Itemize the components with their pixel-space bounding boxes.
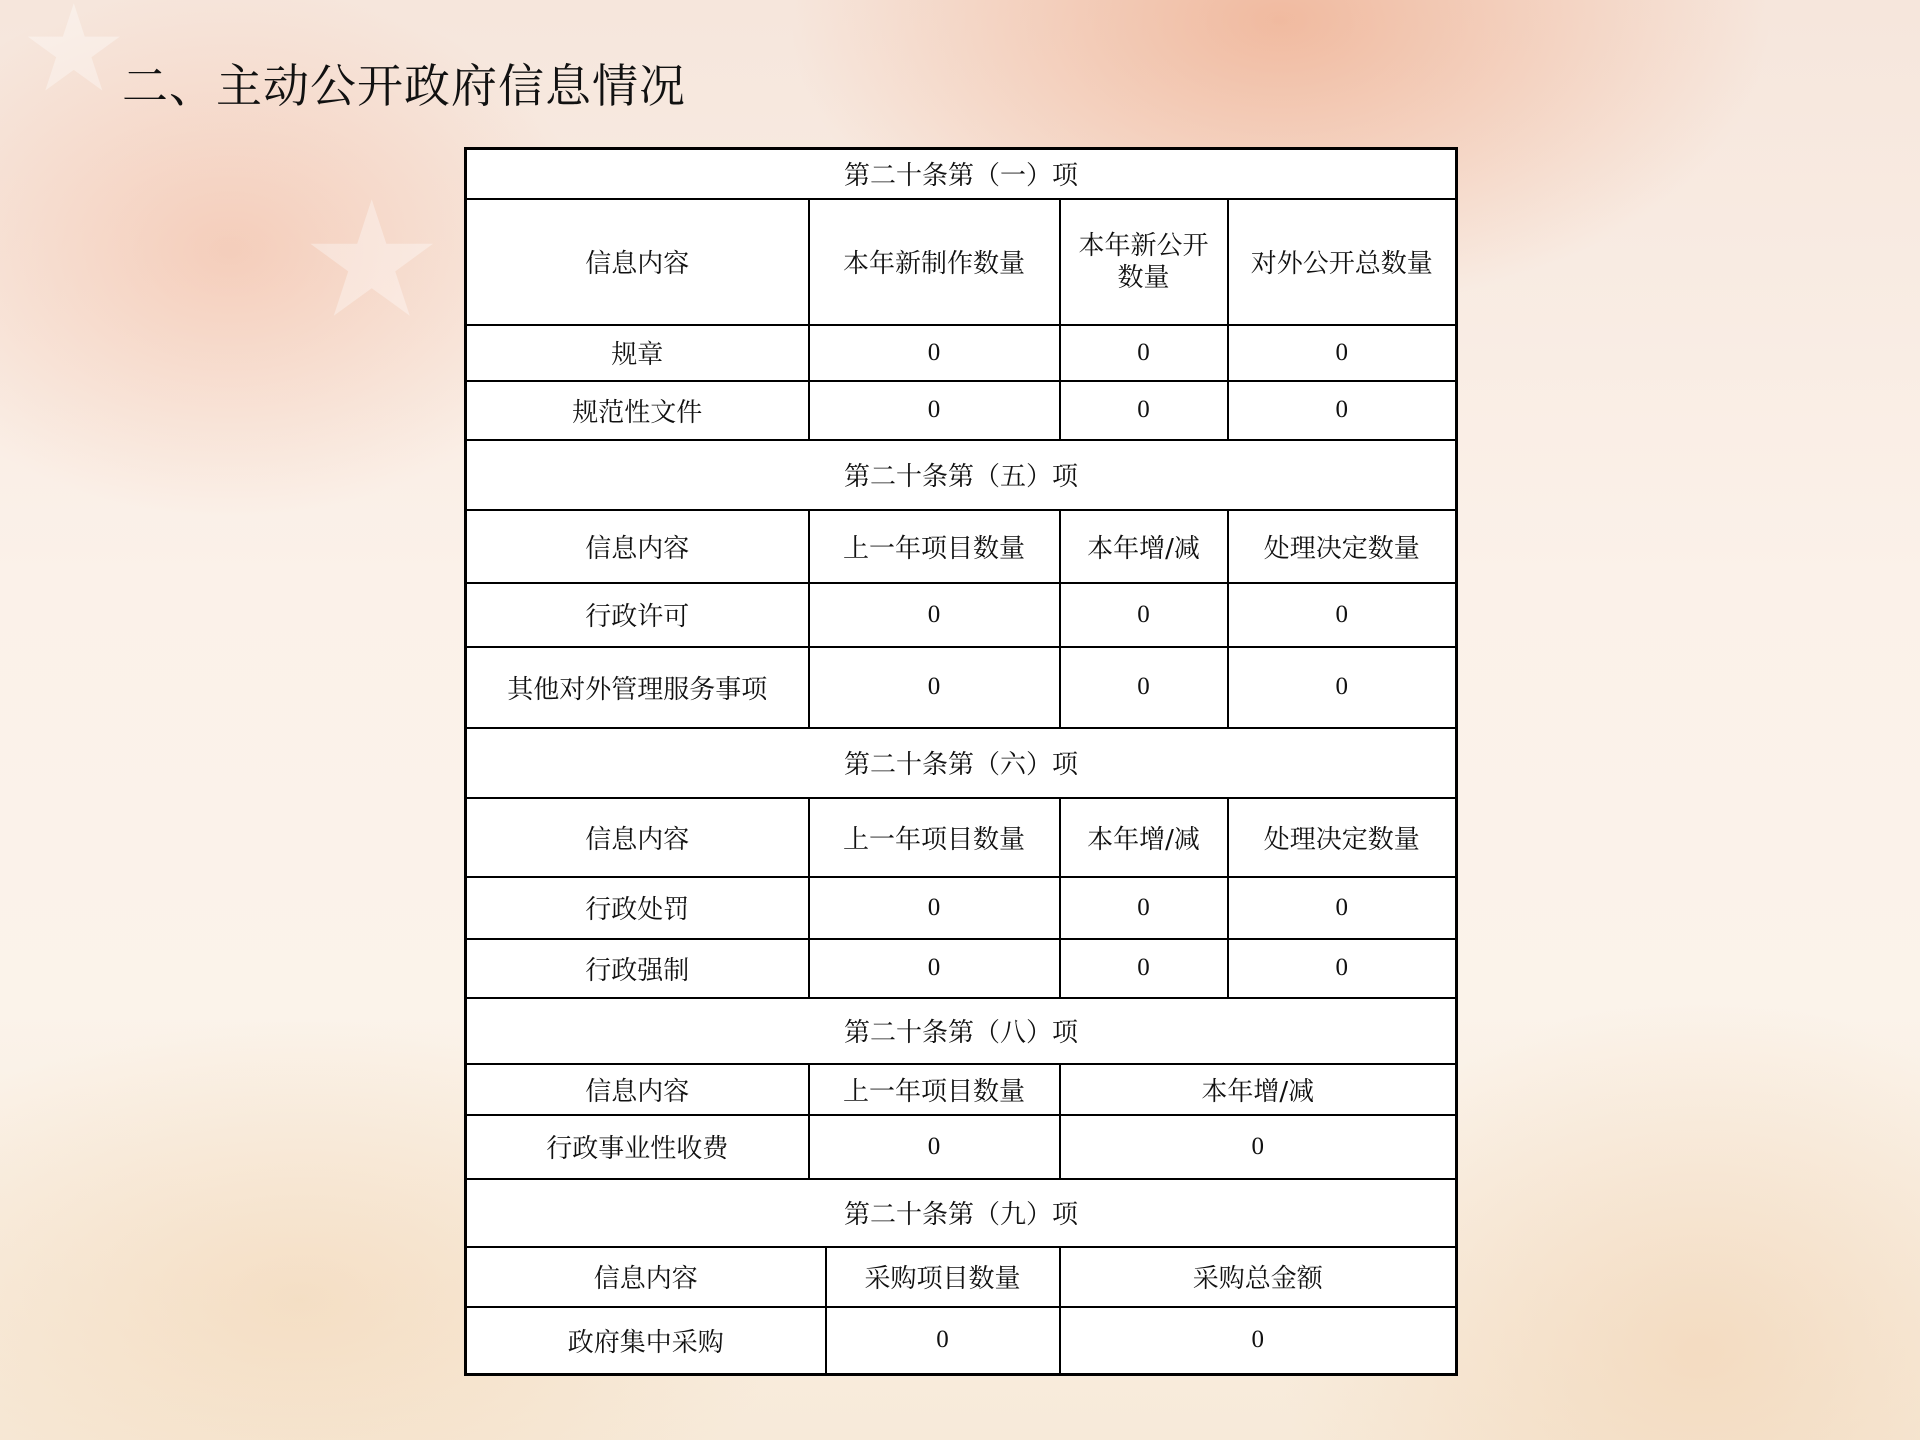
cell-value: 0 [1228,381,1457,440]
section-heading-row [466,728,1457,798]
column-header: 本年增/减 [1060,1064,1457,1115]
section-heading: 第二十条第（一）项 [466,149,1457,199]
column-header: 本年增/减 [1060,798,1228,877]
cell-value: 0 [1060,939,1228,998]
cell-value: 0 [1228,647,1457,728]
row-label: 规范性文件 [466,381,809,440]
cell-value: 0 [1228,325,1457,381]
column-header: 处理决定数量 [1228,798,1457,877]
cell-value: 0 [809,877,1060,939]
cell-value: 0 [809,381,1060,440]
cell-value: 0 [1060,325,1228,381]
column-header: 信息内容 [466,510,809,583]
row-label: 政府集中采购 [466,1307,826,1375]
info-disclosure-table [464,147,1458,1376]
page-title: 二、主动公开政府信息情况 [122,59,686,113]
table-row [466,939,1457,998]
section-heading-row [466,1179,1457,1247]
row-label: 规章 [466,325,809,381]
column-header: 采购总金额 [1060,1247,1457,1307]
column-header: 本年新公开数量 [1060,199,1228,325]
column-header-row [466,199,1457,325]
table-row [466,381,1457,440]
background-star-icon: ★ [20,0,128,119]
column-header: 本年新制作数量 [809,199,1060,325]
column-header: 上一年项目数量 [809,798,1060,877]
column-header: 信息内容 [466,199,809,325]
table-row [466,877,1457,939]
row-label: 行政事业性收费 [466,1115,809,1179]
cell-value: 0 [1060,647,1228,728]
column-header-row [466,798,1457,877]
section-heading-row [466,149,1457,199]
column-header: 信息内容 [466,1064,809,1115]
cell-value: 0 [809,939,1060,998]
column-header-row [466,510,1457,583]
section-heading: 第二十条第（八）项 [466,998,1457,1064]
cell-value: 0 [1060,1307,1457,1375]
cell-value: 0 [1060,1115,1457,1179]
table-row [466,647,1457,728]
table-row [466,1307,1457,1375]
column-header: 上一年项目数量 [809,510,1060,583]
column-header: 采购项目数量 [826,1247,1060,1307]
column-header: 本年增/减 [1060,510,1228,583]
section-heading: 第二十条第（九）项 [466,1179,1457,1247]
cell-value: 0 [1228,877,1457,939]
row-label: 其他对外管理服务事项 [466,647,809,728]
column-header: 信息内容 [466,1247,826,1307]
column-header: 上一年项目数量 [809,1064,1060,1115]
section-heading-row [466,440,1457,510]
cell-value: 0 [1228,939,1457,998]
column-header: 信息内容 [466,798,809,877]
table-row [466,1115,1457,1179]
column-header: 对外公开总数量 [1228,199,1457,325]
section-heading: 第二十条第（六）项 [466,728,1457,798]
section-heading-row [466,998,1457,1064]
section-heading: 第二十条第（五）项 [466,440,1457,510]
row-label: 行政处罚 [466,877,809,939]
table-row [466,325,1457,381]
column-header: 处理决定数量 [1228,510,1457,583]
cell-value: 0 [1060,583,1228,647]
column-header-row [466,1064,1457,1115]
row-label: 行政许可 [466,583,809,647]
cell-value: 0 [1060,381,1228,440]
cell-value: 0 [809,647,1060,728]
cell-value: 0 [809,1115,1060,1179]
cell-value: 0 [1060,877,1228,939]
table-row [466,583,1457,647]
row-label: 行政强制 [466,939,809,998]
cell-value: 0 [1228,583,1457,647]
column-header-row [466,1247,1457,1307]
background-star-icon: ★ [300,166,444,353]
cell-value: 0 [809,325,1060,381]
cell-value: 0 [826,1307,1060,1375]
cell-value: 0 [809,583,1060,647]
